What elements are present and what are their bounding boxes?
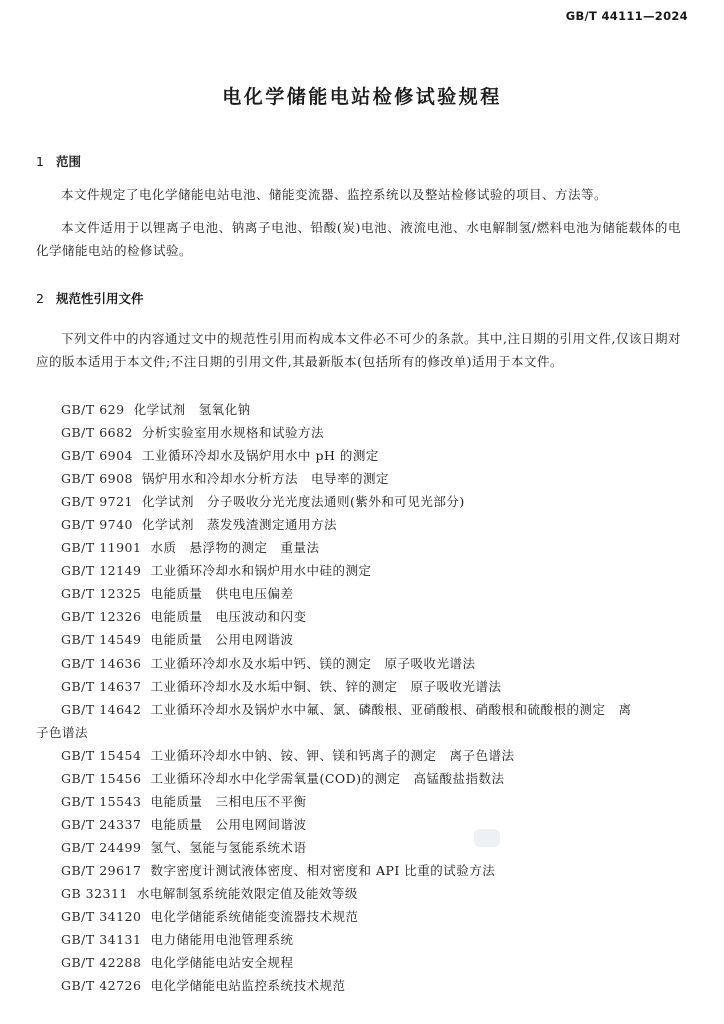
reference-code: GB/T 12149: [61, 563, 142, 579]
reference-title: 电化学储能系统储能变流器技术规范: [150, 909, 359, 925]
document-title: 电化学储能电站检修试验规程: [222, 86, 502, 108]
section-title: 规范性引用文件: [56, 291, 144, 306]
reference-title: 数字密度计测试液体密度、相对密度和 API 比重的试验方法: [150, 862, 496, 878]
section-number: 2: [36, 291, 44, 306]
reference-title: 化学试剂 氢氧化钠: [133, 402, 251, 417]
reference-code: GB/T 42288: [61, 955, 142, 971]
reference-item: [36, 836, 681, 859]
reference-code: GB/T 14637: [61, 678, 142, 694]
reference-code: GB/T 29617: [61, 862, 142, 878]
reference-list: [36, 398, 681, 997]
reference-item: [36, 490, 681, 513]
section-1-heading: [36, 152, 81, 170]
reference-code: GB/T 6682: [61, 425, 134, 441]
reference-item: [36, 467, 681, 490]
section-number: 1: [36, 154, 44, 169]
reference-title: 电力储能用电池管理系统: [150, 932, 294, 948]
references-intro-paragraph: 下列文件中的内容通过文中的规范性引用而构成本文件必不可少的条款。其中,注日期的引用文件,仅该日期对应的版本适用于本文件;不注日期的引用文件,其最新版本(包括所有的修改单)适用于本文件。: [36, 331, 681, 369]
reference-item: [36, 675, 681, 698]
reference-title: 氢气、氢能与氢能系统术语: [150, 839, 307, 855]
reference-code: GB/T 14636: [61, 655, 142, 671]
scope-paragraph-1: 本文件规定了电化学储能电站电池、储能变流器、监控系统以及整站检修试验的项目、方法等。: [61, 187, 608, 202]
reference-title: 工业循环冷却水中化学需氧量(COD)的测定 高锰酸盐指数法: [150, 770, 505, 786]
reference-item: [36, 790, 681, 813]
section-2-heading: [36, 289, 144, 307]
reference-item: [36, 582, 681, 605]
reference-title: 锅炉用水和冷却水分析方法 电导率的测定: [142, 471, 390, 487]
reference-title: 电能质量 公用电网间谐波: [150, 816, 307, 832]
reference-title: 水质 悬浮物的测定 重量法: [150, 540, 320, 556]
reference-code: GB/T 34120: [61, 909, 142, 925]
reference-item: [36, 559, 681, 582]
reference-title: 工业循环冷却水及水垢中钙、镁的测定 原子吸收光谱法: [150, 655, 476, 671]
reference-title: 水电解制氢系统能效限定值及能效等级: [136, 885, 358, 901]
reference-item: [36, 744, 681, 767]
reference-title: 工业循环冷却水和锅炉用水中硅的测定: [150, 563, 372, 579]
reference-code: GB/T 14642: [61, 701, 142, 717]
reference-title: 工业循环冷却水及锅炉用水中 pH 的测定: [142, 448, 379, 464]
scope-paragraph-2: 本文件适用于以锂离子电池、钠离子电池、铅酸(炭)电池、液流电池、水电解制氢/燃料电池为储能载体的电化学储能电站的检修试验。: [36, 220, 681, 258]
reference-code: GB/T 14549: [61, 632, 142, 648]
reference-item: [36, 628, 681, 651]
reference-code: GB/T 9721: [61, 494, 134, 510]
reference-code: GB/T 15543: [61, 793, 142, 809]
reference-title: 工业循环冷却水及锅炉水中氟、氯、磷酸根、亚硝酸根、硝酸根和硫酸根的测定 离: [150, 701, 632, 717]
reference-code: GB/T 34131: [61, 932, 142, 948]
reference-code: GB/T 15456: [61, 770, 142, 786]
reference-item: [36, 974, 681, 997]
reference-code: GB/T 42726: [61, 978, 142, 994]
reference-title: 电能质量 供电电压偏差: [150, 586, 294, 602]
reference-code: GB/T 629: [61, 402, 125, 417]
watermark-logo: [474, 829, 500, 847]
reference-title: 电能质量 三相电压不平衡: [150, 793, 307, 809]
reference-title-continuation: 子色谱法: [36, 724, 89, 740]
reference-title: 工业循环冷却水中钠、铵、钾、镁和钙离子的测定 离子色谱法: [150, 747, 515, 763]
reference-item: [36, 882, 681, 905]
reference-title: 电化学储能电站监控系统技术规范: [150, 978, 346, 994]
reference-code: GB/T 6904: [61, 448, 134, 464]
reference-item: [36, 444, 681, 467]
reference-item: [36, 928, 681, 951]
section-title: 范围: [56, 154, 82, 169]
reference-item: [36, 513, 681, 536]
reference-item: [36, 905, 681, 928]
reference-item: [36, 652, 681, 675]
reference-title: 电能质量 电压波动和闪变: [150, 609, 307, 625]
reference-item: [36, 951, 681, 974]
reference-title: 分析实验室用水规格和试验方法: [142, 425, 325, 441]
reference-item: [36, 859, 681, 882]
reference-code: GB/T 24499: [61, 839, 142, 855]
reference-code: GB/T 24337: [61, 816, 142, 832]
reference-code: GB/T 15454: [61, 747, 142, 763]
reference-title: 化学试剂 分子吸收分光光度法通则(紫外和可见光部分): [142, 494, 465, 510]
standard-number: GB/T 44111—2024: [565, 9, 688, 23]
reference-title: 工业循环冷却水及水垢中铜、铁、锌的测定 原子吸收光谱法: [150, 678, 502, 694]
reference-code: GB/T 6908: [61, 471, 134, 487]
reference-title: 化学试剂 蒸发残渣测定通用方法: [142, 517, 338, 533]
reference-item: [36, 813, 681, 836]
reference-code: GB/T 12326: [61, 609, 142, 625]
reference-item: [36, 536, 681, 559]
reference-code: GB/T 11901: [61, 540, 142, 556]
reference-item: [36, 605, 681, 628]
reference-item: [36, 398, 681, 421]
reference-item: [36, 698, 681, 721]
reference-item: [36, 767, 681, 790]
reference-title: 电化学储能电站安全规程: [150, 955, 294, 971]
reference-code: GB 32311: [61, 885, 128, 901]
reference-item: [36, 421, 681, 444]
reference-code: GB/T 12325: [61, 586, 142, 602]
reference-title: 电能质量 公用电网谐波: [150, 632, 294, 648]
reference-code: GB/T 9740: [61, 517, 134, 533]
